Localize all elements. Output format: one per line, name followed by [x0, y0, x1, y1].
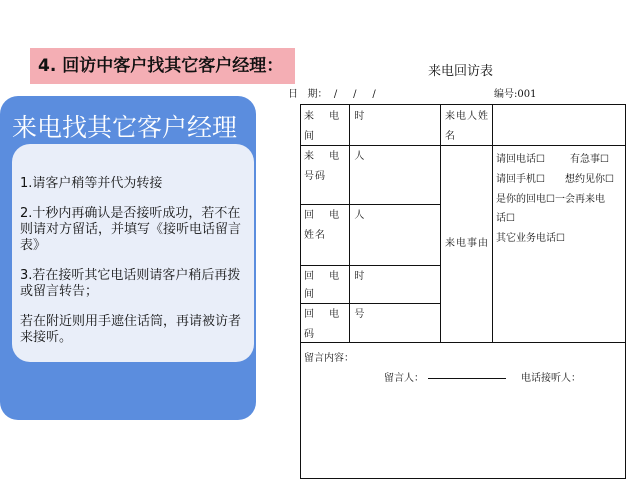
message-by-label: 留言人： — [384, 373, 424, 384]
option-please-call[interactable]: 请回电话☐ — [496, 154, 545, 165]
reply-number-label-a: 回 电 号 — [304, 309, 371, 320]
table-row-line — [300, 204, 440, 205]
option-want-meet[interactable]: 想约见你☐ — [565, 174, 614, 185]
option-other-call[interactable]: 其它业务电话☐ — [496, 233, 565, 244]
reply-name-label-b: 姓名 — [304, 230, 326, 241]
caller-name-label-b: 名 — [445, 131, 456, 142]
table-border-bottom — [300, 478, 626, 479]
option-your-reply-b[interactable]: 话☐ — [496, 213, 515, 224]
reply-number-label-b: 码 — [304, 329, 315, 340]
call-time-label-b: 间 — [304, 131, 315, 142]
step-2: 2.十秒内再确认是否接听成功，若不在则请对方留话，并填写《接听电话留言表》 — [20, 206, 242, 253]
reason-label: 来电事由 — [445, 238, 489, 249]
reply-time-label-b: 间 — [304, 289, 315, 300]
table-col-line — [492, 104, 493, 342]
option-urgent[interactable]: 有急事☐ — [570, 154, 609, 165]
form-title: 来电回访表 — [428, 64, 494, 79]
step-4: 若在附近则用手遮住话筒，再请被访者来接听。 — [20, 314, 242, 345]
instruction-card — [0, 96, 256, 420]
call-time-label-a: 来 电 时 — [304, 111, 371, 122]
table-row-line — [300, 342, 626, 343]
steps-panel — [12, 144, 254, 362]
table-border-left — [300, 104, 301, 479]
message-by-field[interactable] — [428, 378, 506, 379]
receiver-label: 电话接听人： — [521, 373, 581, 384]
reply-name-label-a: 回 电 人 — [304, 210, 371, 221]
caller-number-label-b: 号码 — [304, 171, 326, 182]
section-heading: 4. 回访中客户找其它客户经理： — [30, 48, 295, 84]
table-row-line — [300, 265, 440, 266]
caller-name-label-a: 来电人姓 — [445, 111, 489, 122]
option-call-mobile[interactable]: 请回手机☐ — [496, 174, 545, 185]
table-col-line — [440, 104, 441, 342]
table-row-line — [300, 303, 440, 304]
step-1: 1.请客户稍等并代为转接 — [20, 176, 163, 191]
option-your-reply-a[interactable]: 是你的回电☐一会再来电 — [496, 194, 605, 205]
number-label: 编号:001 — [494, 89, 537, 100]
caller-number-label-a: 来 电 人 — [304, 151, 371, 162]
table-border-right — [625, 104, 626, 479]
date-label: 日 期： / / / — [288, 89, 376, 100]
card-title: 来电找其它客户经理 — [12, 113, 238, 142]
reply-time-label-a: 回 电 时 — [304, 271, 371, 282]
step-3: 3.若在接听其它电话则请客户稍后再拨或留言转告； — [20, 268, 241, 299]
message-content-label: 留言内容： — [304, 353, 354, 364]
